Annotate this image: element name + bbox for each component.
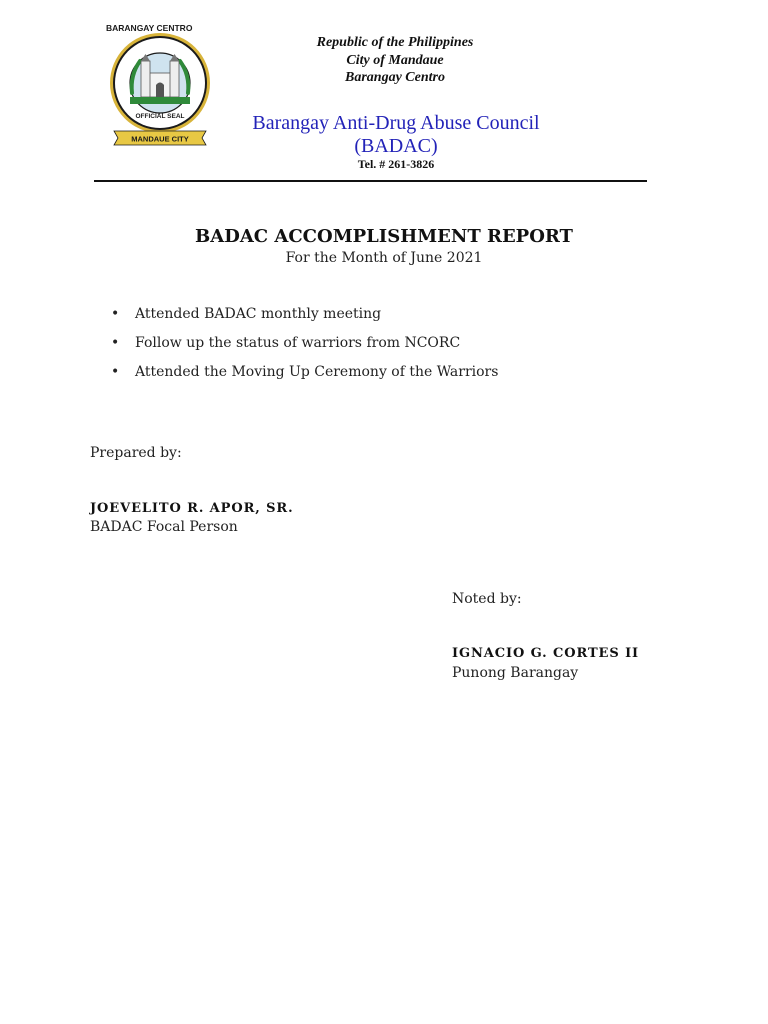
seal-banner-text: MANDAUE CITY xyxy=(131,134,189,144)
bullet-icon: • xyxy=(111,306,120,322)
government-lines xyxy=(250,34,540,87)
list-item xyxy=(107,334,498,363)
bullet-icon: • xyxy=(111,335,120,351)
seal-ribbon-text: OFFICIAL SEAL xyxy=(135,113,185,120)
noter-position: Punong Barangay xyxy=(452,665,579,681)
list-item-text: Attended the Moving Up Ceremony of the Warriors xyxy=(135,364,499,380)
city-line: City of Mandaue xyxy=(346,52,444,68)
telephone-number: Tel. # 261-3826 xyxy=(357,157,435,171)
list-item-text: Attended BADAC monthly meeting xyxy=(135,306,382,322)
list-item xyxy=(107,305,498,334)
letterhead-divider xyxy=(94,180,647,182)
accomplishment-list xyxy=(107,305,498,392)
council-abbreviation: (BADAC) xyxy=(354,135,438,157)
preparer-name: JOEVELITO R. APOR, SR. xyxy=(90,501,294,516)
prepared-by-label: Prepared by: xyxy=(90,445,182,461)
barangay-seal-icon xyxy=(106,23,214,153)
preparer-position: BADAC Focal Person xyxy=(90,519,238,535)
bullet-icon: • xyxy=(111,364,120,380)
noted-by-label: Noted by: xyxy=(452,591,522,607)
list-item-text: Follow up the status of warriors from NCORC xyxy=(135,335,461,351)
barangay-line: Barangay Centro xyxy=(345,70,445,85)
noter-name: IGNACIO G. CORTES II xyxy=(452,646,640,661)
seal-top-text: BARANGAY CENTRO xyxy=(106,23,193,33)
council-heading xyxy=(222,112,570,158)
republic-line: Republic of the Philippines xyxy=(316,35,474,50)
list-item xyxy=(107,363,498,392)
report-subtitle: For the Month of June 2021 xyxy=(285,250,483,266)
report-title: BADAC ACCOMPLISHMENT REPORT xyxy=(195,226,573,247)
council-name: Barangay Anti-Drug Abuse Council xyxy=(252,112,540,134)
